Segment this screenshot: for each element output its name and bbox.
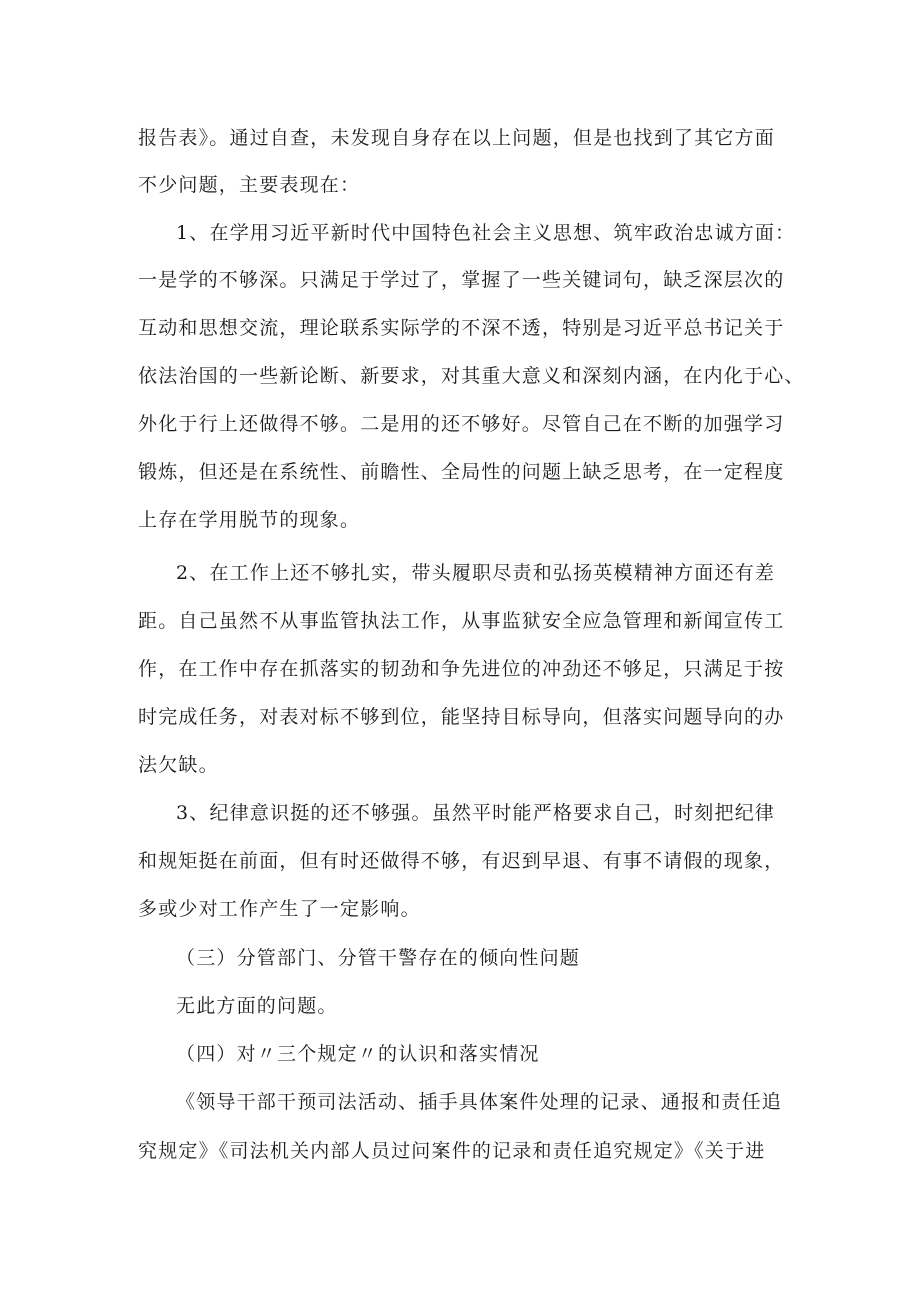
text-line: 和规矩挺在前面，但有时还做得不够，有迟到早退、有事不请假的现象，	[138, 850, 785, 872]
section-heading-4: （四）对〃三个规定〃的认识和落实情况	[176, 1043, 540, 1065]
text-line: 时完成任务，对表对标不够到位，能坚持目标导向，但落实问题导向的办	[138, 706, 785, 728]
text-line: 依法治国的一些新论断、新要求，对其重大意义和深刻内涵，在内化于心、	[138, 365, 805, 387]
text-line: 距。自己虽然不从事监管执法工作，从事监狱安全应急管理和新闻宣传工	[138, 610, 785, 632]
text-line: 锻炼，但还是在系统性、前瞻性、全局性的问题上缺乏思考，在一定程度	[138, 461, 785, 483]
text-line: 作，在工作中存在抓落实的韧劲和争先进位的冲劲还不够足，只满足于按	[138, 658, 785, 680]
text-line: 不少问题，主要表现在：	[138, 174, 361, 196]
text-line: 上存在学用脱节的现象。	[138, 509, 361, 531]
text-line: 法欠缺。	[138, 754, 219, 776]
text-line: 外化于行上还做得不够。二是用的还不够好。尽管自己在不断的加强学习	[138, 413, 785, 435]
text-line: 互动和思想交流，理论联系实际学的不深不透，特别是习近平总书记关于	[138, 317, 785, 339]
text-line: 一是学的不够深。只满足于学过了，掌握了一些关键词句，缺乏深层次的	[138, 269, 785, 291]
paragraph-1-start: 1、在学用习近平新时代中国特色社会主义思想、筑牢政治忠诚方面：	[176, 222, 796, 244]
text-line: 究规定》《司法机关内部人员过问案件的记录和责任追究规定》《关于进	[138, 1140, 766, 1162]
text-line: 多或少对工作产生了一定影响。	[138, 898, 421, 920]
paragraph-3-start: 3、纪律意识挺的还不够强。虽然平时能严格要求自己，时刻把纪律	[176, 802, 776, 824]
text-line: 报告表》。通过自查，未发现自身存在以上问题，但是也找到了其它方面	[138, 127, 775, 149]
section-heading-3: （三）分管部门、分管干警存在的倾向性问题	[176, 947, 581, 969]
paragraph-4-start: 《领导干部干预司法活动、插手具体案件处理的记录、通报和责任追	[176, 1091, 783, 1113]
paragraph-2-start: 2、在工作上还不够扎实，带头履职尽责和弘扬英模精神方面还有差	[176, 562, 776, 584]
section-body-3: 无此方面的问题。	[176, 995, 338, 1017]
